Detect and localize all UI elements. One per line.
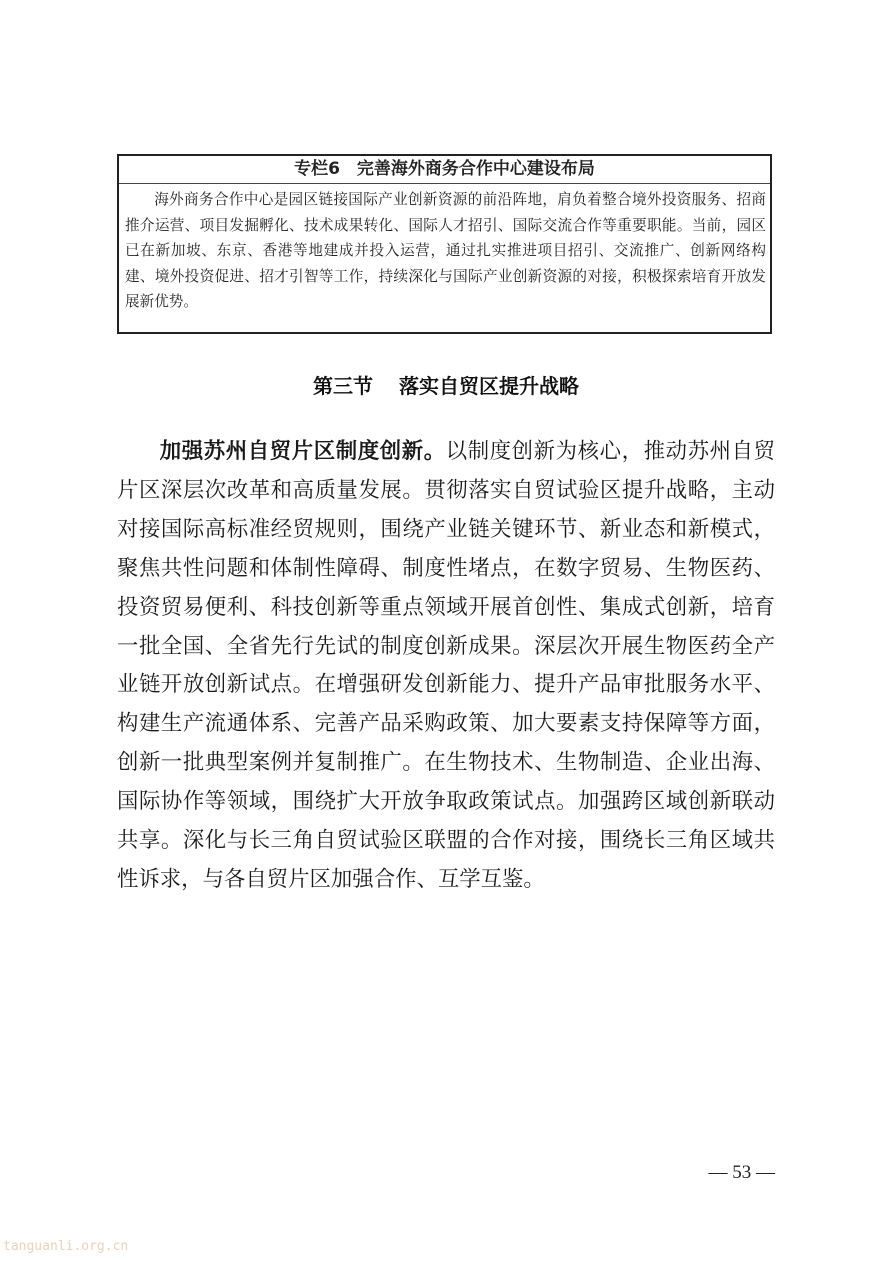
section-number: 第三节 xyxy=(313,374,373,398)
paragraph-lead: 加强苏州自贸片区制度创新。 xyxy=(159,439,446,464)
feature-box-body: 海外商务合作中心是园区链接国际产业创新资源的前沿阵地，肩负着整合境外投资服务、招商推介运营、项目发掘孵化、技术成果转化、国际人才招引、国际交流合作等重要职能。当前，园区已在新加坡、东京、香港等地建成并投入运营，通过扎实推进项目招引、交流推广、创新网络构建、境外投资促进、招才引智等工作，持续深化与国际产业创新资源的对接，积极探索培育开放发展新优势。 xyxy=(125,191,766,310)
feature-box-title: 专栏6 完善海外商务合作中心建设布局 xyxy=(119,156,770,184)
watermark: tanguanli.org.cn xyxy=(3,1239,129,1254)
section-heading xyxy=(0,370,892,399)
section-title: 落实自贸区提升战略 xyxy=(399,374,579,398)
feature-box xyxy=(117,154,772,334)
body-paragraph xyxy=(117,433,775,900)
page-number: — 53 — xyxy=(708,1162,775,1183)
paragraph-text: 以制度创新为核心，推动苏州自贸片区深层次改革和高质量发展。贯彻落实自贸试验区提升战略，主动对接国际高标准经贸规则，围绕产业链关键环节、新业态和新模式，聚焦共性问题和体制性障碍、制度性堵点，在数字贸易、生物医药、投资贸易便利、科技创新等重点领域开展首创性、集成式创新，培育一批全国、全省先行先试的制度创新成果。深层次开展生物医药全产业链开放创新试点。在增强研发创新能力、提升产品审批服务水平、构建生产流通体系、完善产品采购政策、加大要素支持保障等方面，创新一批典型案例并复制推广。在生物技术、生物制造、企业出海、国际协作等领域，围绕扩大开放争取政策试点。加强跨区域创新联动共享。深化与长三角自贸试验区联盟的合作对接，围绕长三角区域共性诉求，与各自贸片区加强合作、互学互鉴。 xyxy=(117,439,775,892)
